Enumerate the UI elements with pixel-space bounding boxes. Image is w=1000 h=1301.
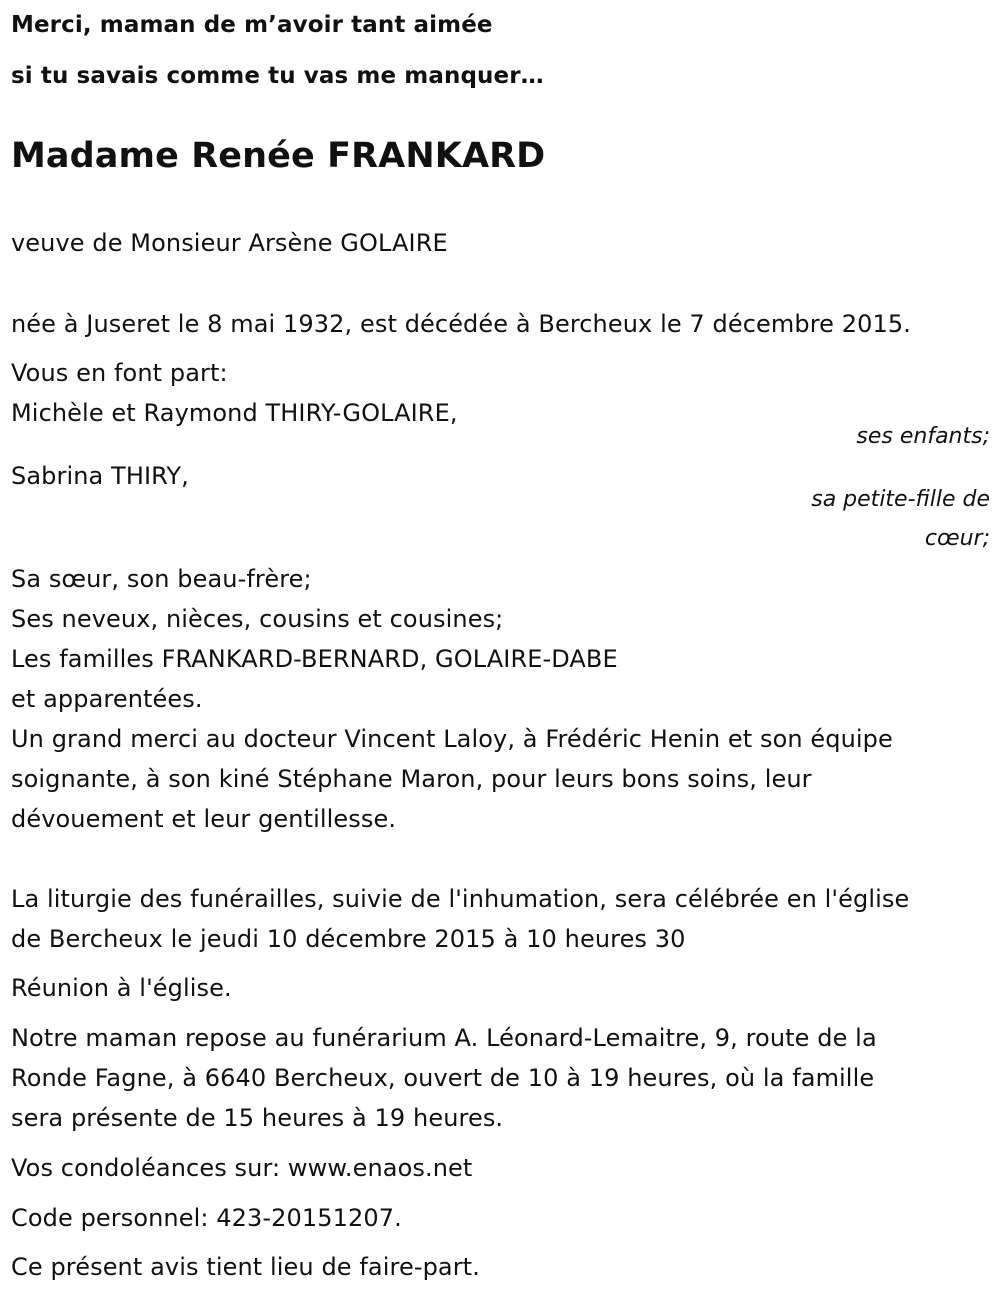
other-relatives-line-3: Les familles FRANKARD-BERNARD, GOLAIRE-DABE bbox=[11, 645, 618, 673]
funeral-home-line-2: Ronde Fagne, à 6640 Bercheux, ouvert de 10 à 19 heures, où la famille bbox=[11, 1064, 875, 1092]
deceased-name: Madame Renée FRANKARD bbox=[11, 136, 546, 176]
epigraph-line-1: Merci, maman de m’avoir tant aimée bbox=[11, 12, 493, 38]
family-children: Michèle et Raymond THIRY-GOLAIRE, bbox=[11, 399, 458, 427]
birth-death-line: née à Juseret le 8 mai 1932, est décédée à Bercheux le 7 décembre 2015. bbox=[11, 310, 911, 338]
funeral-home-line-3: sera présente de 15 heures à 19 heures. bbox=[11, 1104, 504, 1132]
relation-grandchild-line-2: cœur; bbox=[924, 526, 990, 551]
liturgy-line-1: La liturgie des funérailles, suivie de l'inhumation, sera célébrée en l'église bbox=[11, 885, 910, 913]
thanks-line-2: soignante, à son kiné Stéphane Maron, pour leurs bons soins, leur bbox=[11, 765, 812, 793]
meeting-line: Réunion à l'église. bbox=[11, 974, 232, 1002]
other-relatives-line-2: Ses neveux, nièces, cousins et cousines; bbox=[11, 605, 504, 633]
other-relatives-line-1: Sa sœur, son beau-frère; bbox=[11, 565, 312, 593]
personal-code-line: Code personnel: 423-20151207. bbox=[11, 1204, 402, 1232]
spouse-line: veuve de Monsieur Arsène GOLAIRE bbox=[11, 229, 448, 257]
family-grandchild: Sabrina THIRY, bbox=[11, 462, 189, 490]
relation-grandchild-line-1: sa petite-fille de bbox=[811, 487, 990, 512]
funeral-home-line-1: Notre maman repose au funérarium A. Léonard-Lemaitre, 9, route de la bbox=[11, 1024, 877, 1052]
thanks-line-3: dévouement et leur gentillesse. bbox=[11, 805, 397, 833]
thanks-line-1: Un grand merci au docteur Vincent Laloy, à Frédéric Henin et son équipe bbox=[11, 725, 893, 753]
liturgy-line-2: de Bercheux le jeudi 10 décembre 2015 à 10 heures 30 bbox=[11, 925, 686, 953]
announcement-intro: Vous en font part: bbox=[11, 359, 228, 387]
condolences-line: Vos condoléances sur: www.enaos.net bbox=[11, 1154, 473, 1182]
relation-children: ses enfants; bbox=[856, 424, 990, 449]
epigraph-line-2: si tu savais comme tu vas me manquer… bbox=[11, 63, 544, 89]
notice-line: Ce présent avis tient lieu de faire-part. bbox=[11, 1253, 480, 1281]
other-relatives-line-4: et apparentées. bbox=[11, 685, 203, 713]
